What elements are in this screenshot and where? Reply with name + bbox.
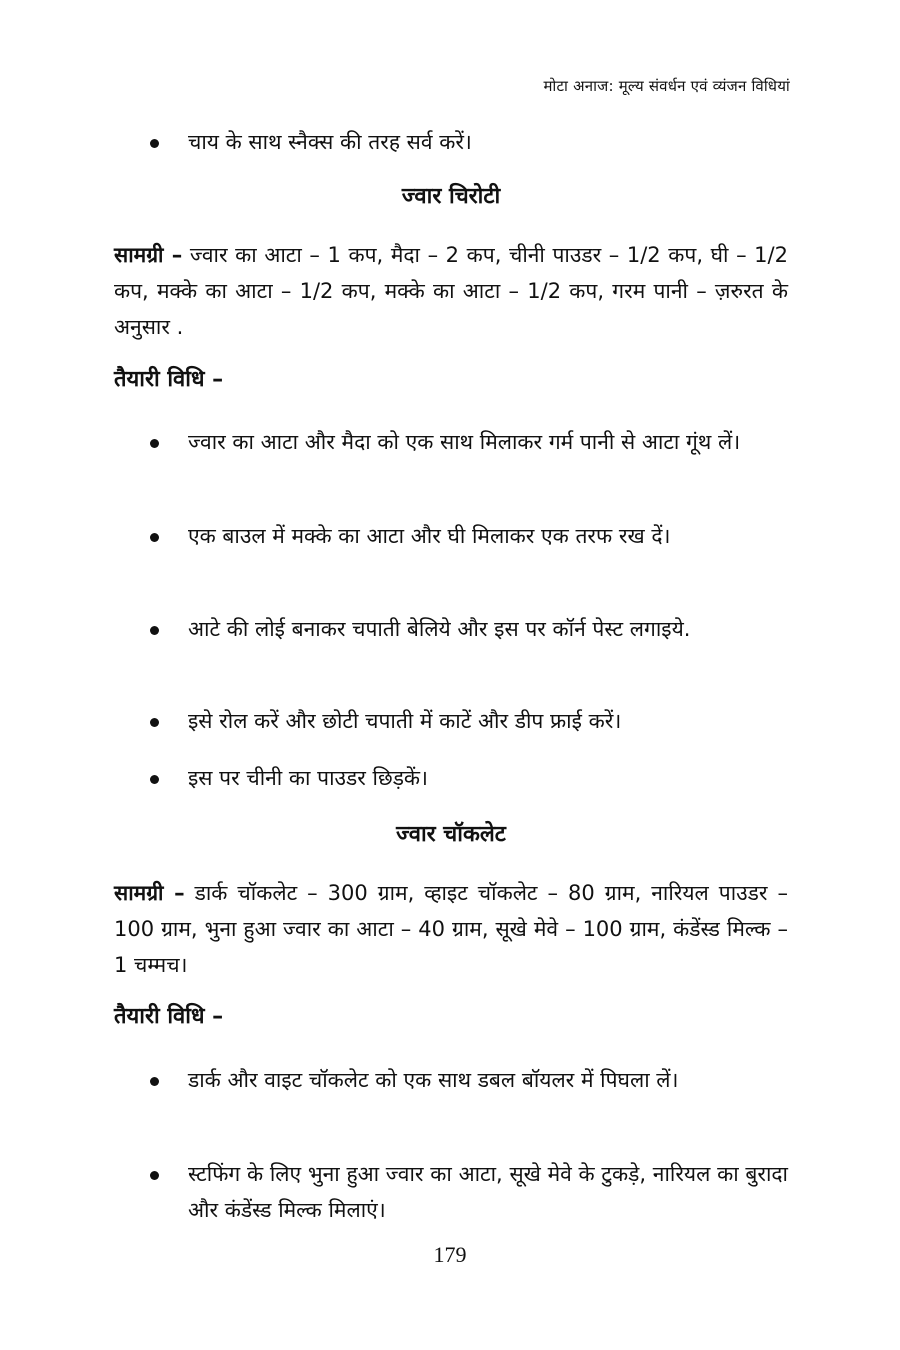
- bullet-icon: [150, 439, 159, 448]
- method-label: तैयारी विधि –: [114, 1004, 224, 1029]
- running-header: मोटा अनाज: मूल्य संवर्धन एवं व्यंजन विधियां: [543, 77, 790, 95]
- ingredients-paragraph: [114, 875, 788, 983]
- bullet-icon: [150, 775, 159, 784]
- bullet-icon: [150, 718, 159, 727]
- bullet-icon: [150, 626, 159, 635]
- recipe-title: ज्वार चिरोटी: [401, 184, 501, 209]
- list-item-text: ज्वार का आटा और मैदा को एक साथ मिलाकर गर्म पानी से आटा गूंथ लें।: [188, 430, 741, 454]
- method-label: तैयारी विधि –: [114, 367, 224, 392]
- list-item: [150, 424, 788, 460]
- bullet-icon: [150, 533, 159, 542]
- list-item: [150, 1062, 788, 1098]
- list-item-text: स्टफिंग के लिए भुना हुआ ज्वार का आटा, सूखे मेवे के टुकड़े, नारियल का बुरादा और कंडेंस्ड मिल्क मिलाएं।: [188, 1162, 788, 1222]
- list-item: [150, 611, 788, 647]
- list-item-text: एक बाउल में मक्के का आटा और घी मिलाकर एक तरफ रख दें।: [188, 524, 671, 548]
- list-item-text: इसे रोल करें और छोटी चपाती में काटें और डीप फ्राई करें।: [188, 709, 622, 733]
- recipe-title: ज्वार चॉकलेट: [396, 822, 506, 847]
- bullet-icon: [150, 1077, 159, 1086]
- list-item-text: इस पर चीनी का पाउडर छिड़कें।: [188, 766, 429, 790]
- list-item: [150, 703, 788, 739]
- ingredients-text: डार्क चॉकलेट – 300 ग्राम, व्हाइट चॉकलेट – 80 ग्राम, नारियल पाउडर – 100 ग्राम, भुना हुआ ज्वार का आटा – 40 ग्राम, सूखे मेवे – 100 ग्राम, कंडेंस्ड मिल्क – 1 चम्मच।: [114, 881, 788, 977]
- ingredients-label: सामग्री –: [114, 243, 183, 267]
- list-item: [150, 760, 788, 796]
- page-number: 179: [433, 1242, 467, 1267]
- list-item-text: आटे की लोई बनाकर चपाती बेलिये और इस पर कॉर्न पेस्ट लगाइये.: [188, 617, 691, 641]
- list-item-text: डार्क और वाइट चॉकलेट को एक साथ डबल बॉयलर में पिघला लें।: [188, 1068, 679, 1092]
- bullet-icon: [150, 139, 159, 148]
- list-item: [150, 1156, 788, 1228]
- list-item: [150, 124, 788, 160]
- ingredients-label: सामग्री –: [114, 881, 185, 905]
- list-item: [150, 518, 788, 554]
- ingredients-text: ज्वार का आटा – 1 कप, मैदा – 2 कप, चीनी पाउडर – 1/2 कप, घी – 1/2 कप, मक्के का आटा – 1/2 कप, मक्के का आटा – 1/2 कप, गरम पानी – ज़रुरत के अनुसार .: [114, 243, 788, 339]
- bullet-icon: [150, 1171, 159, 1180]
- ingredients-paragraph: [114, 237, 788, 345]
- list-item-text: चाय के साथ स्नैक्स की तरह सर्व करें।: [188, 130, 472, 154]
